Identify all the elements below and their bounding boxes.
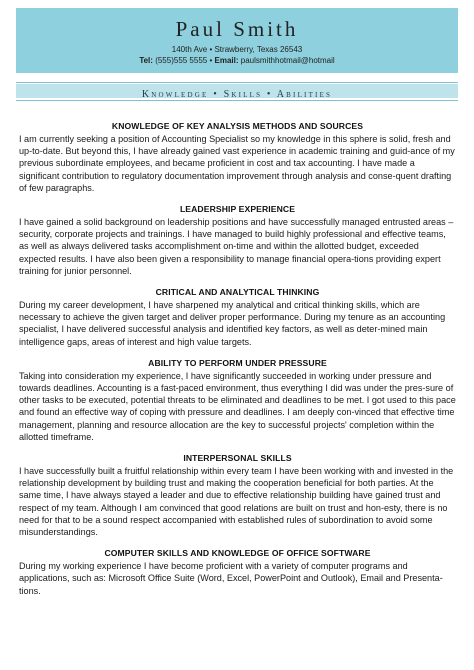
section-title: COMPUTER SKILLS AND KNOWLEDGE OF OFFICE SOFTWARE [104,548,371,559]
contact-line [16,55,458,66]
email-label: Email: [214,56,239,65]
section-computer-skills [19,548,456,597]
title-bar [16,84,458,98]
address: 140th Ave • Strawberry, Texas 26543 [171,45,303,54]
section-body: During my working experience I have become proficient with a variety of computer programs and applications, such as: Microsoft Office Suite (Word, Excel, PowerPoint and Outlook), Email and Presenta-tions. [19,561,443,596]
divider-bottom [16,100,458,101]
separator-dot: • [209,56,215,65]
section-body: During my career development, I have sharpened my analytical and critical thinking skills, which are necessary to achieve the given target and deliver proper performance. During my tenure as an accounting specialist, I have delivered successful analysis and identified key factors, as well as deter-mined main intelligence gaps, areas of interest and high value targets. [19,300,446,347]
section-title: KNOWLEDGE OF KEY ANALYSIS METHODS AND SOURCES [111,121,364,131]
section-title: LEADERSHIP EXPERIENCE [179,204,296,215]
divider-top [16,82,458,83]
section-body: I am currently seeking a position of Accounting Specialist so my knowledge in this sphere is solid, fresh and up-to-date. But beyond this, I have already gained vast experience in academic training and guid-ance of my previous subordinate employees, and became proficient in cost and tax accounting. I have made a significant contribution to regulatory documentation improvement through analysis and conse-quent drafting of few paragraphs. [19,134,455,193]
section-pressure [19,358,456,443]
header [16,8,458,73]
sections [19,121,456,607]
section-body: I have gained a solid background on leadership positions and have successfully managed entrusted areas – security, corporate projects and trainings. I have managed to build highly professional and effective teams, as well as always delivered tasks accomplishment on-time and within the allotted budget, exceeded expected results. I have also been given a responsibility to manage financial opera-tions providing expert training for junior personnel. [19,217,454,276]
email-value: paulsmithhotmail@hotmail [240,56,335,65]
section-body: I have successfully built a fruitful relationship within every team I have been working with and invested in the relationship development by building trust and making the cooperation beneficial for both parties. At the same time, I have always stayed a leader and due to effective relationship building have gained trust and respect of my team. Although I am convinced that good relations are built on trust and hon-esty, there is no need for that to be a sound respect accompanied with established rules of subordination to avoid some misunderstandings. [19,466,454,538]
section-title: CRITICAL AND ANALYTICAL THINKING [155,287,320,298]
section-title: ABILITY TO PERFORM UNDER PRESSURE [148,357,327,368]
document-title: Knowledge • Skills • Abilities [141,89,333,100]
section-knowledge [19,121,456,194]
section-critical-thinking [19,287,456,348]
section-interpersonal [19,453,456,538]
applicant-name: Paul Smith [175,17,299,41]
section-body: Taking into consideration my experience, I have significantly succeeded in working under pressure and towards deadlines. Accounting is a fast-paced environment, thus everything I did was under the pres-sure of other tasks to be executed, potential threats to be eliminated and deadlines to be met. I got used to this pace and found an effective way of coping with pressure and deadlines. I am deeply con-vinced that effective time management, planning and resource allocation are the key to successful projects' completion within the allotted timeframe. [19,370,456,442]
tel-label: Tel: [139,56,153,65]
section-title: INTERPERSONAL SKILLS [183,453,292,464]
section-leadership [19,204,456,277]
tel-value: (555)555 5555 [155,56,208,65]
